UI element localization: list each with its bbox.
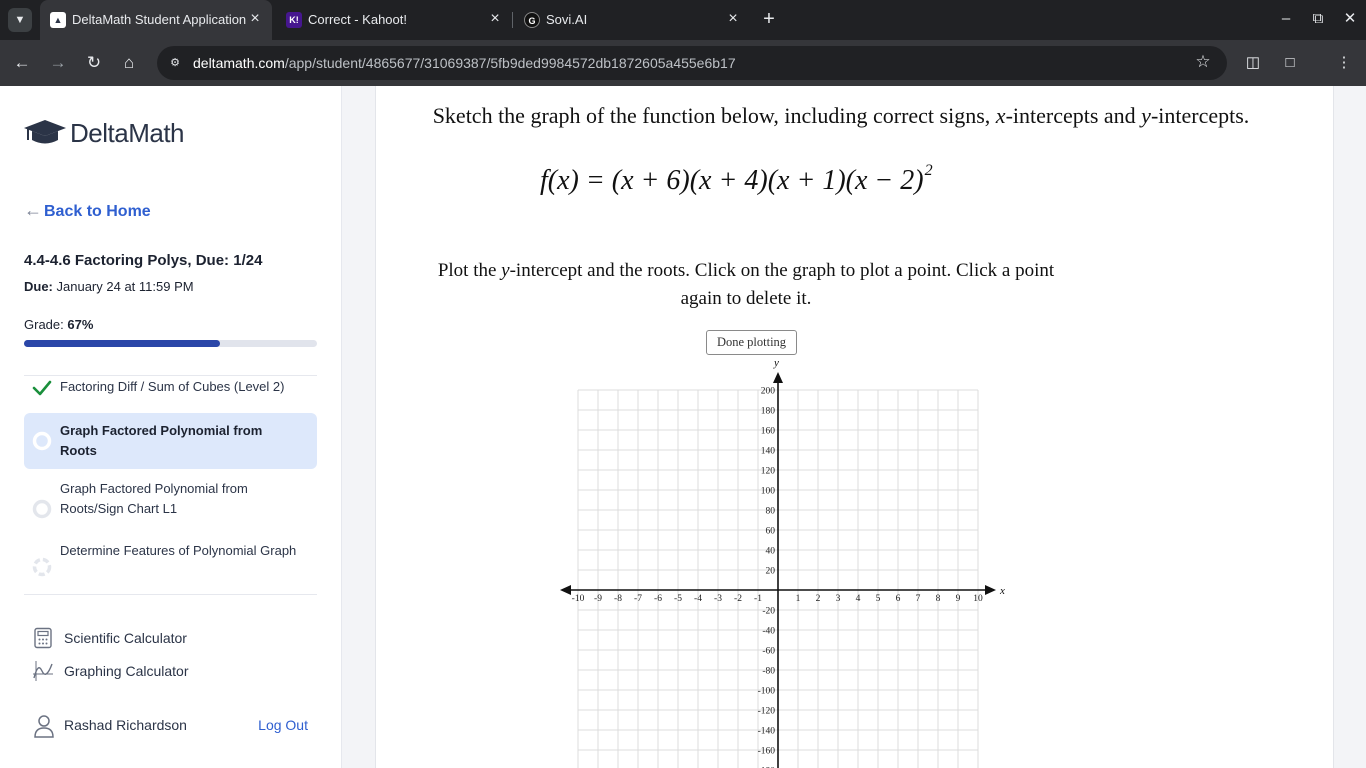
x-tick-label: -5 xyxy=(674,594,682,604)
y-axis-up-arrow xyxy=(773,372,783,383)
skill-item[interactable] xyxy=(24,477,317,541)
skill-label: Graph Factored Polynomial from Roots/Sign Chart L1 xyxy=(60,481,248,516)
home-icon[interactable]: ⌂ xyxy=(123,53,135,72)
x-tick-label: 6 xyxy=(895,594,901,604)
x-tick-label: 10 xyxy=(973,594,983,604)
y-tick-label: -60 xyxy=(762,646,775,657)
done-plotting-button[interactable]: Done plotting xyxy=(706,330,797,355)
skill-label: Factoring Diff / Sum of Cubes (Level 2) xyxy=(60,379,285,394)
grade-progress-bar xyxy=(24,340,317,347)
y-tick-label: 80 xyxy=(765,506,775,517)
y-tick-label: 200 xyxy=(760,386,775,397)
tab-title: Sovi.AI xyxy=(546,12,588,27)
close-tab-icon[interactable]: × xyxy=(250,10,260,27)
site-settings-icon[interactable]: ⚙ xyxy=(170,57,180,69)
grade-text: Grade: 67% xyxy=(24,317,94,332)
tab-title: Correct - Kahoot! xyxy=(308,12,407,27)
coordinate-plane[interactable] xyxy=(519,356,1005,768)
sovi-icon: G xyxy=(524,12,540,28)
x-axis-left-arrow xyxy=(560,585,571,595)
kahoot-icon: K! xyxy=(286,12,302,28)
x-tick-label: -2 xyxy=(734,594,742,604)
y-axis-label: y xyxy=(774,357,779,369)
y-tick-label: -120 xyxy=(757,706,775,717)
graph-curve-icon xyxy=(32,660,54,682)
x-tick-label: -1 xyxy=(754,594,762,604)
reload-icon[interactable]: ↻ xyxy=(86,53,102,72)
skill-label: Determine Features of Polynomial Graph xyxy=(60,543,297,558)
tab-kahoot[interactable] xyxy=(276,0,512,40)
assignment-title: 4.4-4.6 Factoring Polys, Due: 1/24 xyxy=(24,252,263,269)
y-tick-label: -40 xyxy=(762,626,775,637)
user-avatar-icon xyxy=(32,714,56,738)
user-name: Rashad Richardson xyxy=(64,717,187,733)
tab-separator xyxy=(512,12,513,28)
tool-label: Graphing Calculator xyxy=(64,663,189,679)
y-tick-label: -140 xyxy=(757,726,775,737)
logout-link[interactable]: Log Out xyxy=(258,717,308,733)
x-tick-label: -9 xyxy=(594,594,602,604)
skill-item[interactable] xyxy=(24,375,317,411)
y-tick-label: 160 xyxy=(760,426,775,437)
x-tick-label: -3 xyxy=(714,594,722,604)
back-arrow-icon[interactable]: ← xyxy=(13,53,31,72)
browser-toolbar xyxy=(0,40,1366,86)
x-tick-label: -7 xyxy=(634,594,642,604)
reading-mode-icon[interactable]: ◫ xyxy=(1245,54,1261,71)
more-menu-icon[interactable]: ⋮ xyxy=(1336,54,1352,71)
restore-icon[interactable]: ⧉ xyxy=(1312,10,1324,27)
y-tick-label: 180 xyxy=(760,406,775,417)
close-tab-icon[interactable]: × xyxy=(728,10,738,27)
x-tick-label: -6 xyxy=(654,594,662,604)
tab-deltamath[interactable] xyxy=(40,0,272,40)
bookmark-star-icon[interactable]: ☆ xyxy=(1195,52,1211,71)
y-tick-label: 120 xyxy=(760,466,775,477)
tab-title: DeltaMath Student Application xyxy=(72,12,247,27)
problem-card xyxy=(375,86,1334,768)
progress-ring-icon xyxy=(32,557,52,577)
x-tick-label: 3 xyxy=(835,594,841,604)
x-tick-label: 7 xyxy=(915,594,921,604)
new-tab-plus-icon[interactable]: + xyxy=(763,8,775,30)
y-tick-label: 20 xyxy=(765,566,775,577)
close-tab-icon[interactable]: × xyxy=(490,10,500,27)
y-tick-label: -100 xyxy=(757,686,775,697)
x-tick-label: 4 xyxy=(855,594,861,604)
assignment-due: Due: January 24 at 11:59 PM xyxy=(24,279,194,294)
skill-list xyxy=(24,375,317,595)
checkmark-icon xyxy=(32,378,52,398)
x-tick-label: -8 xyxy=(614,594,622,604)
y-tick-label: 60 xyxy=(765,526,775,537)
tab-sovi[interactable] xyxy=(514,0,750,40)
arrow-left-icon: ← xyxy=(24,200,42,220)
close-window-icon[interactable]: ✕ xyxy=(1343,10,1357,27)
x-tick-label: 5 xyxy=(875,594,881,604)
x-tick-label: -10 xyxy=(571,594,585,604)
x-tick-label: 9 xyxy=(955,594,961,604)
function-formula: $f(x) = (x + 6)(x + 4)(x + 1)(x - 2)^2$ xyxy=(540,162,933,196)
tool-label: Scientific Calculator xyxy=(64,630,187,646)
back-to-home-link[interactable] xyxy=(24,200,151,222)
y-tick-label: 140 xyxy=(760,446,775,457)
problem-prompt: Sketch the graph of the function below, including correct signs, x-intercepts and y-intercepts. xyxy=(432,103,1250,128)
skill-item[interactable] xyxy=(24,541,317,595)
plot-instruction: Plot the y-intercept and the roots. Click on the graph to plot a point. Click a point again to delete it. xyxy=(437,260,1055,309)
tab-search-chevron-icon[interactable]: ▼ xyxy=(8,8,32,32)
forward-arrow-icon[interactable]: → xyxy=(49,53,67,72)
deltamath-cap-icon: ▲ xyxy=(50,12,66,28)
user-row xyxy=(32,714,317,738)
x-tick-label: 8 xyxy=(935,594,941,604)
address-bar[interactable] xyxy=(157,46,1227,80)
back-label: Back to Home xyxy=(44,203,151,220)
x-tick-label: 2 xyxy=(815,594,821,604)
x-tick-label: 1 xyxy=(795,594,801,604)
sidebar xyxy=(0,86,342,768)
browser-tab-strip xyxy=(0,0,1366,40)
x-axis-label: x xyxy=(1000,585,1005,597)
progress-ring-icon xyxy=(32,431,52,451)
logo-text: DeltaMath xyxy=(70,118,184,148)
y-tick-label: 40 xyxy=(765,546,775,557)
grade-progress-fill xyxy=(24,340,220,347)
skill-label: Graph Factored Polynomial from Roots xyxy=(60,423,263,458)
minimize-icon[interactable]: – xyxy=(1281,10,1291,27)
url-text[interactable]: deltamath.com/app/student/4865677/31069387/5fb9ded9984572db1872605a455e6b17 xyxy=(193,55,736,71)
y-tick-label: -160 xyxy=(757,746,775,757)
skill-item-current[interactable] xyxy=(24,413,317,469)
y-tick-label: -20 xyxy=(762,606,775,617)
x-axis-right-arrow xyxy=(985,585,996,595)
extensions-puzzle-icon[interactable]: □ xyxy=(1285,54,1295,71)
main-content xyxy=(342,86,1366,768)
y-tick-label: 100 xyxy=(760,486,775,497)
calculator-icon xyxy=(32,627,54,649)
y-tick-label: -80 xyxy=(762,666,775,677)
progress-ring-icon xyxy=(32,499,52,519)
graduation-cap-icon xyxy=(24,120,66,146)
x-tick-label: -4 xyxy=(694,594,702,604)
